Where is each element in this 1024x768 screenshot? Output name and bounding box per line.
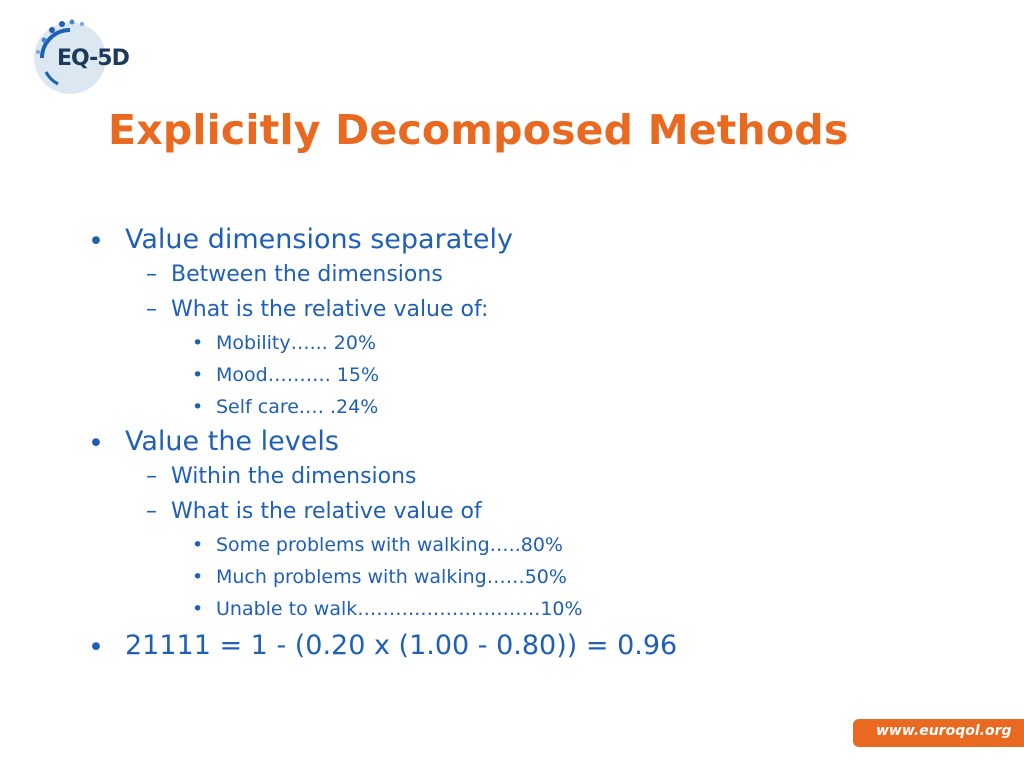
bullet-value-levels: Value the levels [125,426,339,457]
dot-marker: • [192,598,204,620]
eq5d-logo [28,18,148,98]
bullet-marker: • [88,226,104,257]
item-unable-to-walk: Unable to walk……….……………….10% [216,598,583,620]
dash-marker: – [146,262,157,287]
item-mood: Mood………. 15% [216,364,380,386]
dash-marker: – [146,297,157,322]
bullet-formula: 21111 = 1 - (0.20 x (1.00 - 0.80)) = 0.96 [125,630,678,661]
dot-marker: • [192,534,204,556]
dot-marker: • [192,566,204,588]
logo-text: EQ-5D [57,46,129,71]
sub-relative-value-levels: What is the relative value of [171,499,482,524]
bullet-marker: • [88,632,104,663]
footer-url-link[interactable]: www.euroqol.org [876,723,1012,739]
dash-marker: – [146,499,157,524]
item-some-problems: Some problems with walking…..80% [216,534,563,556]
sub-between-dimensions: Between the dimensions [171,262,443,287]
sub-relative-value: What is the relative value of: [171,297,489,322]
bullet-marker: • [88,428,104,459]
dot-marker: • [192,332,204,354]
sub-within-dimensions: Within the dimensions [171,464,417,489]
item-much-problems: Much problems with walking……50% [216,566,567,588]
bullet-value-dimensions: Value dimensions separately [125,224,513,255]
dash-marker: – [146,464,157,489]
item-self-care: Self care.… .24% [216,396,379,418]
dot-marker: • [192,396,204,418]
dot-marker: • [192,364,204,386]
page-title: Explicitly Decomposed Methods [108,106,849,154]
item-mobility: Mobility…... 20% [216,332,376,354]
